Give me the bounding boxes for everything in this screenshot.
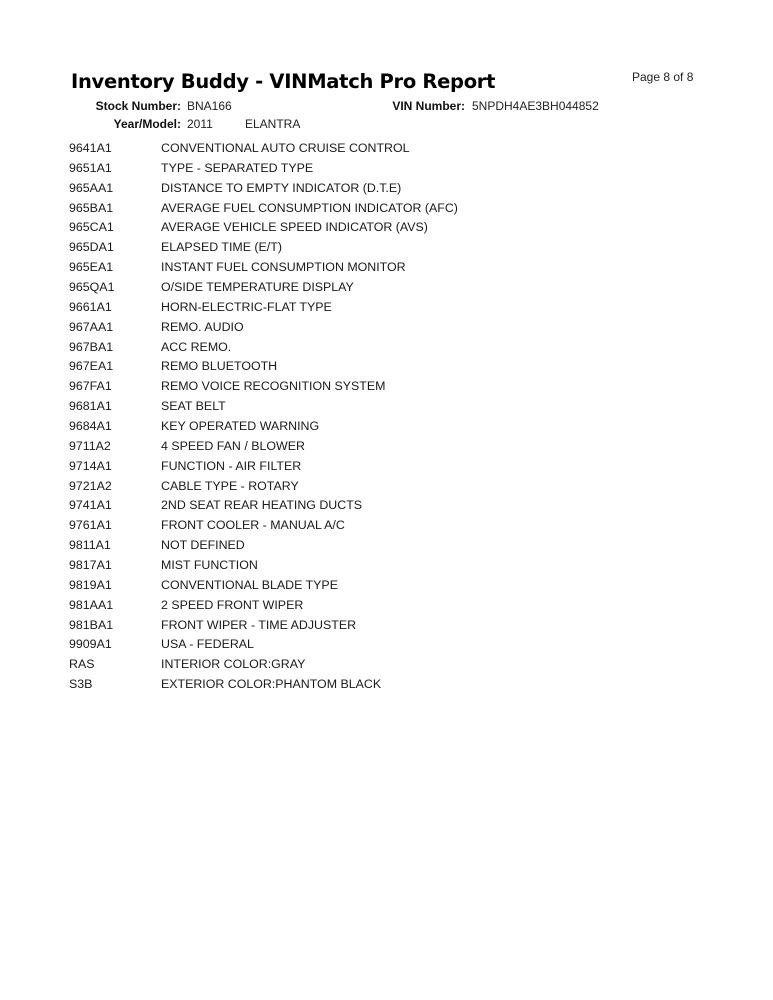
- option-description: INSTANT FUEL CONSUMPTION MONITOR: [161, 260, 406, 275]
- option-row: [69, 138, 709, 158]
- option-row: [69, 634, 709, 654]
- option-code: 965EA1: [69, 260, 114, 275]
- option-row: [69, 257, 709, 277]
- option-description: AVERAGE VEHICLE SPEED INDICATOR (AVS): [161, 220, 428, 235]
- option-description: CONVENTIONAL AUTO CRUISE CONTROL: [161, 140, 410, 155]
- option-code: 9651A1: [69, 160, 112, 175]
- option-code: 9817A1: [69, 557, 112, 572]
- option-row: [69, 317, 709, 337]
- option-row: [69, 515, 709, 535]
- option-code: 967BA1: [69, 339, 114, 354]
- option-description: INTERIOR COLOR:GRAY: [161, 657, 306, 672]
- option-row: [69, 217, 709, 237]
- option-row: [69, 535, 709, 555]
- option-description: FRONT WIPER - TIME ADJUSTER: [161, 617, 357, 632]
- option-code: S3B: [69, 677, 93, 692]
- report-title: Inventory Buddy - VINMatch Pro Report: [71, 70, 496, 93]
- option-row: [69, 337, 709, 357]
- vin-number-value: 5NPDH4AE3BH044852: [472, 99, 599, 113]
- option-code: 965CA1: [69, 220, 114, 235]
- option-row: [69, 615, 709, 635]
- option-code: 9811A1: [69, 538, 111, 553]
- option-description: DISTANCE TO EMPTY INDICATOR (D.T.E): [161, 180, 402, 195]
- option-row: [69, 198, 709, 218]
- option-row: [69, 237, 709, 257]
- option-code: 965QA1: [69, 279, 115, 294]
- option-code: 9819A1: [69, 577, 112, 592]
- option-description: AVERAGE FUEL CONSUMPTION INDICATOR (AFC): [161, 200, 458, 215]
- stock-number-value: BNA166: [187, 99, 232, 113]
- option-code: 9741A1: [69, 498, 112, 513]
- option-code: 965DA1: [69, 240, 114, 255]
- option-description: FRONT COOLER - MANUAL A/C: [161, 518, 345, 533]
- option-row: [69, 277, 709, 297]
- option-code: 9641A1: [69, 140, 112, 155]
- option-description: CONVENTIONAL BLADE TYPE: [161, 577, 338, 592]
- page-number: Page 8 of 8: [632, 70, 694, 84]
- option-row: [69, 416, 709, 436]
- option-row: [69, 495, 709, 515]
- option-code: 9909A1: [69, 637, 112, 652]
- option-description: USA - FEDERAL: [161, 637, 254, 652]
- option-description: NOT DEFINED: [161, 538, 245, 553]
- option-code: 965AA1: [69, 180, 114, 195]
- option-description: ACC REMO.: [161, 339, 232, 354]
- option-description: REMO VOICE RECOGNITION SYSTEM: [161, 379, 386, 394]
- option-row: [69, 297, 709, 317]
- option-code: 9681A1: [69, 399, 112, 414]
- option-code: 967FA1: [69, 379, 112, 394]
- option-row: [69, 654, 709, 674]
- option-description: O/SIDE TEMPERATURE DISPLAY: [161, 279, 354, 294]
- option-list: [69, 138, 709, 694]
- option-code: 967AA1: [69, 319, 114, 334]
- option-code: 965BA1: [69, 200, 114, 215]
- option-code: 9721A2: [69, 478, 112, 493]
- option-code: 981BA1: [69, 617, 114, 632]
- option-row: [69, 674, 709, 694]
- option-row: [69, 396, 709, 416]
- option-code: RAS: [69, 657, 95, 672]
- year-model-label: Year/Model:: [113, 117, 181, 131]
- option-description: REMO. AUDIO: [161, 319, 244, 334]
- stock-number-label: Stock Number:: [95, 99, 181, 113]
- option-description: KEY OPERATED WARNING: [161, 418, 320, 433]
- option-code: 9661A1: [69, 299, 112, 314]
- vin-number-label: VIN Number:: [392, 99, 465, 113]
- option-code: 9761A1: [69, 518, 112, 533]
- option-description: TYPE - SEPARATED TYPE: [161, 160, 314, 175]
- option-code: 9684A1: [69, 418, 112, 433]
- option-description: FUNCTION - AIR FILTER: [161, 458, 302, 473]
- option-row: [69, 595, 709, 615]
- option-description: MIST FUNCTION: [161, 557, 258, 572]
- option-code: 967EA1: [69, 359, 114, 374]
- option-row: [69, 158, 709, 178]
- option-description: CABLE TYPE - ROTARY: [161, 478, 299, 493]
- option-row: [69, 356, 709, 376]
- option-description: ELAPSED TIME (E/T): [161, 240, 282, 255]
- option-description: HORN-ELECTRIC-FLAT TYPE: [161, 299, 332, 314]
- option-row: [69, 476, 709, 496]
- option-row: [69, 575, 709, 595]
- option-row: [69, 376, 709, 396]
- model-value: ELANTRA: [245, 117, 301, 131]
- option-description: EXTERIOR COLOR:PHANTOM BLACK: [161, 677, 382, 692]
- option-description: 4 SPEED FAN / BLOWER: [161, 438, 305, 453]
- option-description: SEAT BELT: [161, 399, 226, 414]
- option-description: REMO BLUETOOTH: [161, 359, 278, 374]
- year-value: 2011: [187, 117, 213, 131]
- option-row: [69, 178, 709, 198]
- option-row: [69, 555, 709, 575]
- option-code: 981AA1: [69, 597, 114, 612]
- option-description: 2 SPEED FRONT WIPER: [161, 597, 304, 612]
- option-description: 2ND SEAT REAR HEATING DUCTS: [161, 498, 363, 513]
- option-code: 9711A2: [69, 438, 111, 453]
- option-code: 9714A1: [69, 458, 112, 473]
- option-row: [69, 456, 709, 476]
- option-row: [69, 436, 709, 456]
